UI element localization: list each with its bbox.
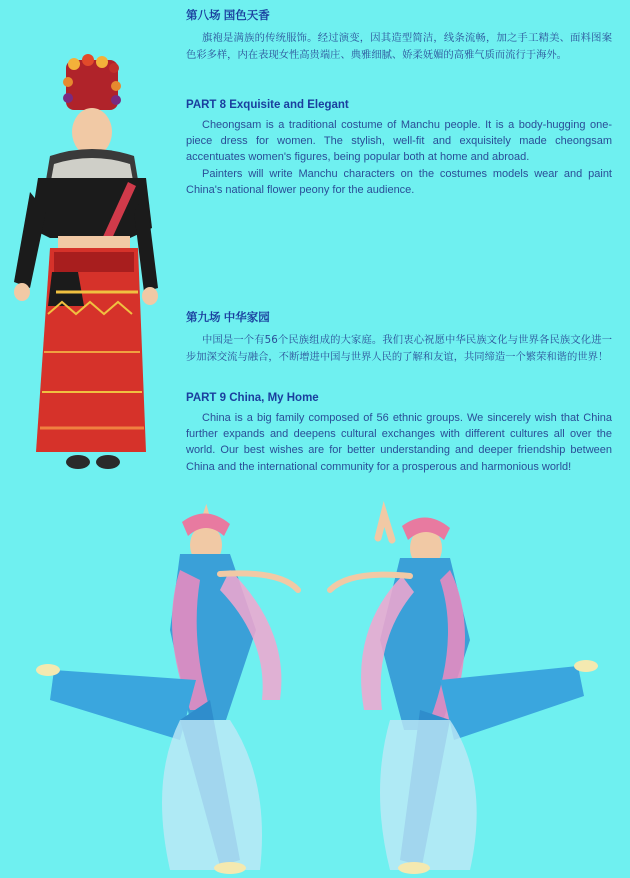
part8-english-section [186, 97, 612, 198]
part8-chinese-body: 旗袍是满族的传统服饰。经过演变，因其造型简洁，线条流畅，加之手工精美、面料图案色彩多样，内在表现女性高贵端庄、典雅细腻、娇柔妩媚的高雅气质而流行于海外。 [186, 32, 612, 61]
dancers-image [30, 480, 600, 875]
part8-english-body-1: Cheongsam is a traditional costume of Manchu people. It is a body-hugging one-piece dress for women. The stylish, well-fit and exquisitely made cheongsam accentuates women's figures, being popular both at home and abroad. [186, 119, 612, 164]
part8-english-title: PART 8 Exquisite and Elegant [186, 99, 349, 111]
part9-section [186, 310, 612, 365]
part9-english-section [186, 390, 612, 475]
part9-english-body: China is a big family composed of 56 ethnic groups. We sincerely wish that China further expands and deepens cultural exchanges with different cultures all over the world. Our best wishes are for better understanding and deeper friendship between China and the international community for a prosperous and harmonious world! [186, 412, 612, 473]
part8-english-body-2: Painters will write Manchu characters on the costumes models wear and paint China's national flower peony for the audience. [186, 167, 612, 196]
part8-chinese-title: 第八场 国色天香 [186, 10, 270, 22]
part8-section [186, 8, 612, 63]
part9-chinese-title: 第九场 中华家园 [186, 312, 270, 324]
part9-english-title: PART 9 China, My Home [186, 392, 319, 404]
costumed-woman-image [8, 52, 160, 476]
part9-chinese-body: 中国是一个有56个民族组成的大家庭。我们衷心祝愿中华民族文化与世界各民族文化进一步加深交流与融合，不断增进中国与世界人民的了解和友谊，共同缔造一个繁荣和谐的世界！ [186, 334, 612, 363]
